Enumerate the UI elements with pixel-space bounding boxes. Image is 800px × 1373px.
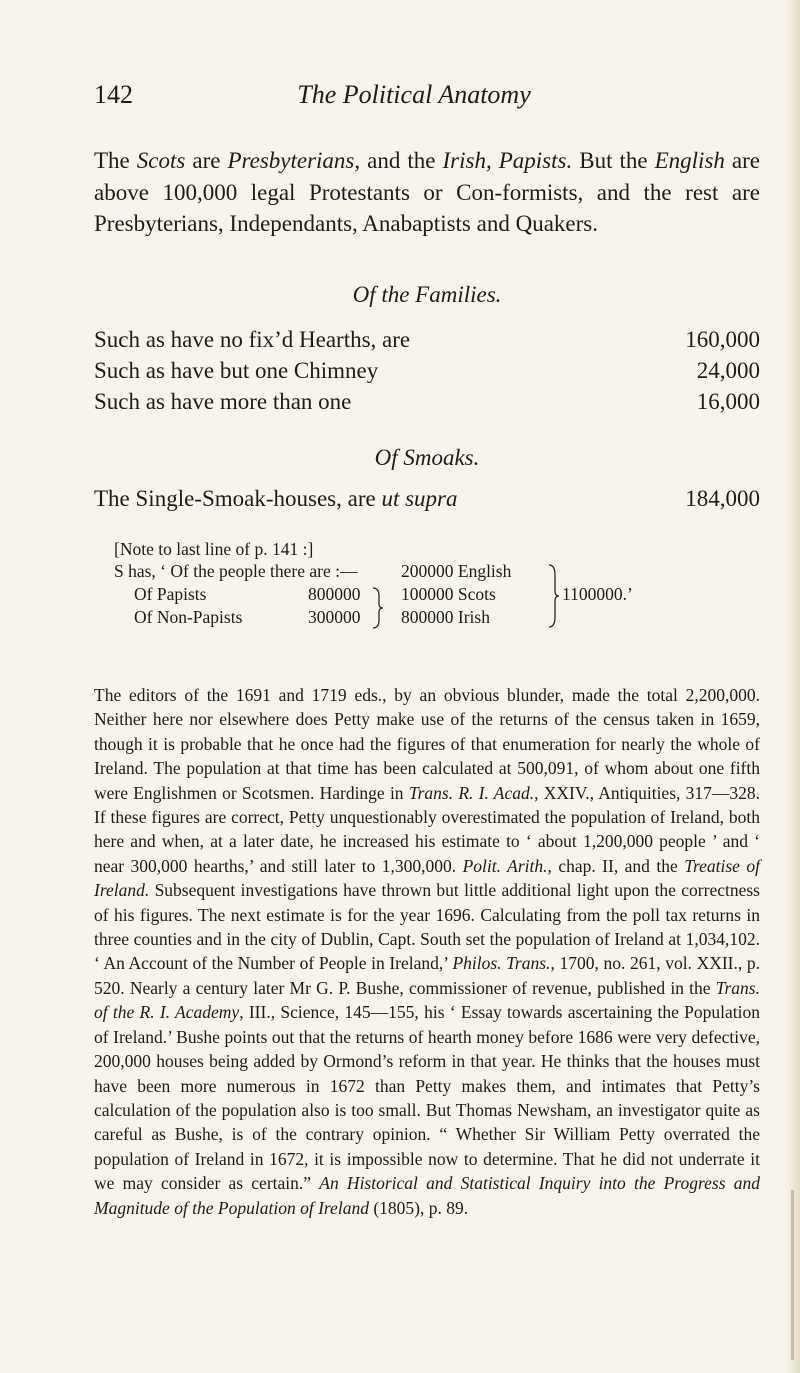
smoaks-label-italic: ut supra [381, 486, 458, 511]
page-edge-mark [791, 1190, 794, 1360]
commentary-text: , chap. II, and the [547, 855, 685, 876]
smoaks-row [94, 486, 760, 516]
intro-text-italic: Irish, Papists. [442, 148, 573, 173]
families-row [94, 389, 760, 419]
note-nonpapists-number: 300000 [308, 607, 361, 627]
page-number: 142 [94, 80, 133, 109]
brace-left [370, 586, 384, 630]
note-total: 1100000.’ [562, 584, 633, 604]
intro-text: are [185, 148, 228, 173]
families-row [94, 327, 760, 357]
commentary-text: The editors of the 1691 and 1719 eds., by an obvious blunder, made the total 2,200,000. Neither here nor elsewhere does Petty make use of the returns of the census taken in 1659, though it is probable that he once had the figures of that enumeration for nearly the whole of Ireland. The population at that time has been calculated at 500,091, of whom about one fifth were Englishmen or Scotsmen. Hardinge in [94, 685, 760, 803]
running-title: The Political Anatomy [297, 80, 531, 109]
commentary-paragraph [94, 683, 760, 1220]
families-row-value: 16,000 [696, 389, 760, 414]
intro-text: , and the [354, 148, 443, 173]
commentary-text: Subsequent investigations have thrown but little additional light upon the correctness of his figures. The next estimate is for the year 1696. Calculating from the poll tax returns in three counties and in the city of Dublin, Capt. South set the population of Ireland at 1,034,102. ‘ An Account of the Number of People in Ireland,’ [94, 880, 760, 974]
commentary-citation: Trans. of the R. I. Academy [94, 977, 760, 1023]
smoaks-row-value: 184,000 [685, 486, 760, 511]
commentary-text: , XXIV., Antiquities, 317—328. If these figures are correct, Petty unquestionably overestimated the population of Ireland, both here and when, at a later date, he increased his estimate to ‘ about 1,200,000 people ’ and ‘ near 300,000 hearths,’ and still later to 1,300,000. [94, 782, 760, 876]
commentary-citation: Polit. Arith. [462, 855, 548, 876]
commentary-citation: Philos. Trans. [452, 953, 551, 974]
intro-text: are above 100,000 legal Protestants or Con-formists, and the rest are Presbyterians, Independants, Anabaptists and Quakers. [94, 148, 760, 236]
running-head [94, 80, 734, 120]
note-irish: 800000 Irish [401, 607, 490, 627]
commentary-citation: An Historical and Statistical Inquiry into the Progress and Magnitude of the Population of Ireland [94, 1173, 760, 1218]
intro-text-italic: English [654, 148, 725, 173]
intro-text-italic: Presbyterians [227, 148, 355, 173]
note-papists-label: Of Papists [134, 584, 207, 604]
families-row-value: 160,000 [685, 327, 760, 352]
families-row-label: Such as have more than one [94, 389, 352, 414]
commentary-text: , 1700, no. 261, vol. XXII., p. 520. Nearly a century later Mr G. P. Bushe, commissioner of revenue, published in the [94, 953, 760, 998]
commentary-citation: Trans. R. I. Acad. [408, 782, 535, 803]
families-row-label: Such as have no fix’d Hearths, are [94, 327, 411, 352]
families-row-value: 24,000 [696, 358, 760, 383]
note-nonpapists-label: Of Non-Papists [134, 607, 243, 627]
page-edge-shadow [786, 0, 800, 1373]
intro-text: But the [572, 148, 655, 173]
intro-text-italic: Scots [136, 148, 186, 173]
intro-text: The [94, 148, 137, 173]
note-english: 200000 English [401, 561, 512, 581]
intro-paragraph [94, 145, 760, 240]
note-intro: S has, ‘ Of the people there are :— [114, 561, 358, 581]
commentary-text: , III., Science, 145—155, his ‘ Essay towards ascertaining the Population of Ireland.’ Bushe points out that the returns of hearth money before 1686 were very defective, 200,000 houses being added by Ormond’s reform in that year. He thinks that the houses must have been more numerous in 1672 than Petty makes them, and intimates that Petty’s calculation of the population also is too small. But Thomas Newsham, an investigator quite as careful as Bushe, is of the contrary opinion. “ Whether Sir William Petty overrated the population of Ireland in 1672, it is impossible now to determine. That he did not underrate it we may consider as certain.” [94, 1002, 761, 1194]
families-heading: Of the Families. [352, 282, 502, 307]
note-scots: 100000 Scots [401, 584, 496, 604]
note-papists-number: 800000 [308, 584, 361, 604]
families-row-label: Such as have but one Chimney [94, 358, 379, 383]
commentary-text: (1805), p. 89. [368, 1197, 469, 1218]
smoaks-row-label [94, 486, 457, 512]
brace-right [547, 563, 561, 629]
commentary-citation: Treatise of Ireland. [94, 855, 761, 901]
note-title: [Note to last line of p. 141 :] [114, 539, 314, 559]
families-row [94, 358, 760, 388]
smoaks-heading: Of Smoaks. [374, 445, 480, 470]
smoaks-label-text: The Single-Smoak-houses, are [94, 486, 382, 511]
